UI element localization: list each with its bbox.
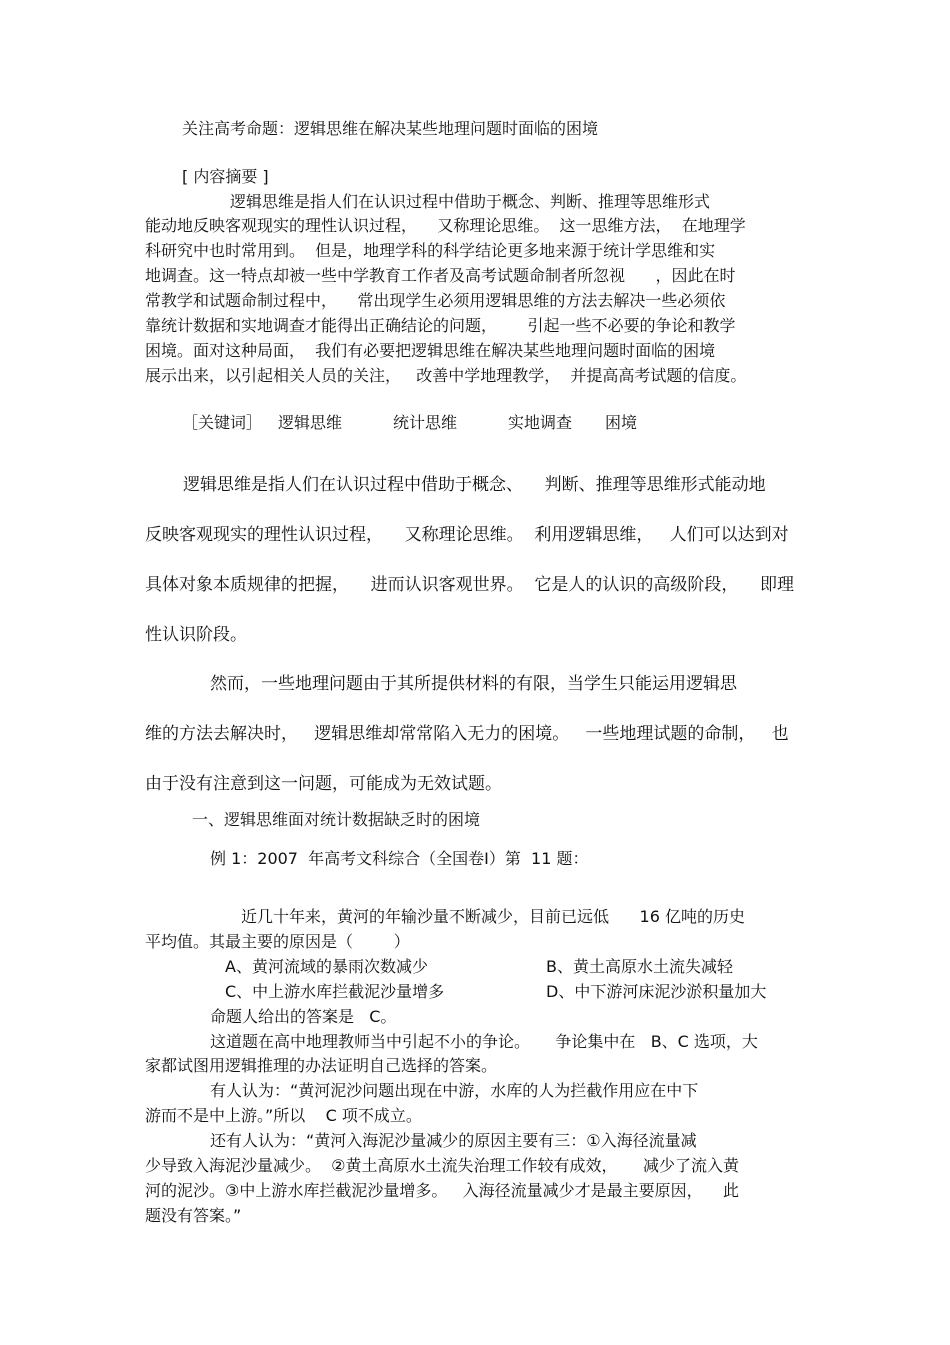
abstract-line: 靠统计数据和实地调查才能得出正确结论的问题， 引起一些不必要的争论和教学 <box>145 316 736 335</box>
abstract-line: 科研究中也时常用到。 但是，地理学科的科学结论更多地来源于统计学思维和实 <box>145 241 716 260</box>
option-c: C、中上游水库拦截泥沙量增多 <box>225 982 445 1001</box>
abstract-heading: [ 内容摘要 ] <box>182 167 269 186</box>
body-line: 维的方法去解决时， 逻辑思维却常常陷入无力的困境。 一些地理试题的命制， 也 <box>145 724 789 744</box>
body-line: 性认识阶段。 <box>145 625 247 645</box>
discussion-line: 题没有答案。” <box>145 1206 242 1225</box>
keyword: 实地调查 <box>508 413 573 432</box>
body-line: 由于没有注意到这一问题，可能成为无效试题。 <box>145 774 502 794</box>
abstract-line: 展示出来，以引起相关人员的关注， 改善中学地理教学， 并提高高考试题的信度。 <box>145 366 747 385</box>
option-a: A、黄河流域的暴雨次数减少 <box>225 957 428 976</box>
discussion-line: 这道题在高中地理教师当中引起不小的争论。 争论集中在 B、C 选项，大 <box>210 1032 758 1051</box>
body-line: 具体对象本质规律的把握， 进而认识客观世界。 它是人的认识的高级阶段， 即理 <box>145 575 795 595</box>
abstract-line: 逻辑思维是指人们在认识过程中借助于概念、判断、推理等思维形式 <box>230 192 711 211</box>
question-line: 近几十年来，黄河的年输沙量不断减少，目前已远低 16 亿吨的历史 <box>241 907 745 926</box>
body-line: 逻辑思维是指人们在认识过程中借助于概念、 判断、推理等思维形式能动地 <box>183 475 766 495</box>
discussion-line: 家都试图用逻辑推理的办法证明自己选择的答案。 <box>145 1056 498 1075</box>
answer-line: 命题人给出的答案是 C。 <box>210 1007 397 1026</box>
discussion-line: 河的泥沙。③中上游水库拦截泥沙量增多。 入海径流量减少才是最主要原因， 此 <box>145 1181 739 1200</box>
discussion-line: 还有人认为：“黄河入海泥沙量减少的原因主要有三：①入海径流量减 <box>210 1131 697 1150</box>
discussion-line: 游而不是中上游。”所以 C 项不成立。 <box>145 1106 422 1125</box>
keyword: 逻辑思维 <box>278 413 343 432</box>
keyword: 困境 <box>605 413 638 432</box>
document-title: 关注高考命题：逻辑思维在解决某些地理问题时面临的困境 <box>182 119 599 138</box>
abstract-line: 常教学和试题命制过程中， 常出现学生必须用逻辑思维的方法去解决一些必须依 <box>145 291 726 310</box>
option-b: B、黄土高原水土流失减轻 <box>546 957 733 976</box>
example-heading: 例 1：2007 年高考文科综合（全国卷Ⅰ）第 11 题： <box>210 849 589 868</box>
option-d: D、中下游河床泥沙淤积量加大 <box>546 982 767 1001</box>
discussion-line: 有人认为：“黄河泥沙问题出现在中游，水库的人为拦截作用应在中下 <box>210 1081 699 1100</box>
body-line: 反映客观现实的理性认识过程， 又称理论思维。 利用逻辑思维， 人们可以达到对 <box>145 525 789 545</box>
keyword: 统计思维 <box>393 413 458 432</box>
question-line: 平均值。其最主要的原因是（ ） <box>145 932 410 951</box>
abstract-line: 困境。面对这种局面， 我们有必要把逻辑思维在解决某些地理问题时面临的困境 <box>145 341 716 360</box>
section-heading: 一、逻辑思维面对统计数据缺乏时的困境 <box>192 810 481 829</box>
body-line: 然而，一些地理问题由于其所提供材料的有限，当学生只能运用逻辑思 <box>210 674 737 694</box>
keywords-label: ［关键词］ <box>182 413 263 432</box>
abstract-line: 地调查。这一特点却被一些中学教育工作者及高考试题命制者所忽视 ，因此在时 <box>145 266 736 285</box>
abstract-line: 能动地反映客观现实的理性认识过程， 又称理论思维。 这一思维方法， 在地理学 <box>145 216 746 235</box>
discussion-line: 少导致入海泥沙量减少。 ②黄土高原水土流失治理工作较有成效， 减少了流入黄 <box>145 1156 739 1175</box>
